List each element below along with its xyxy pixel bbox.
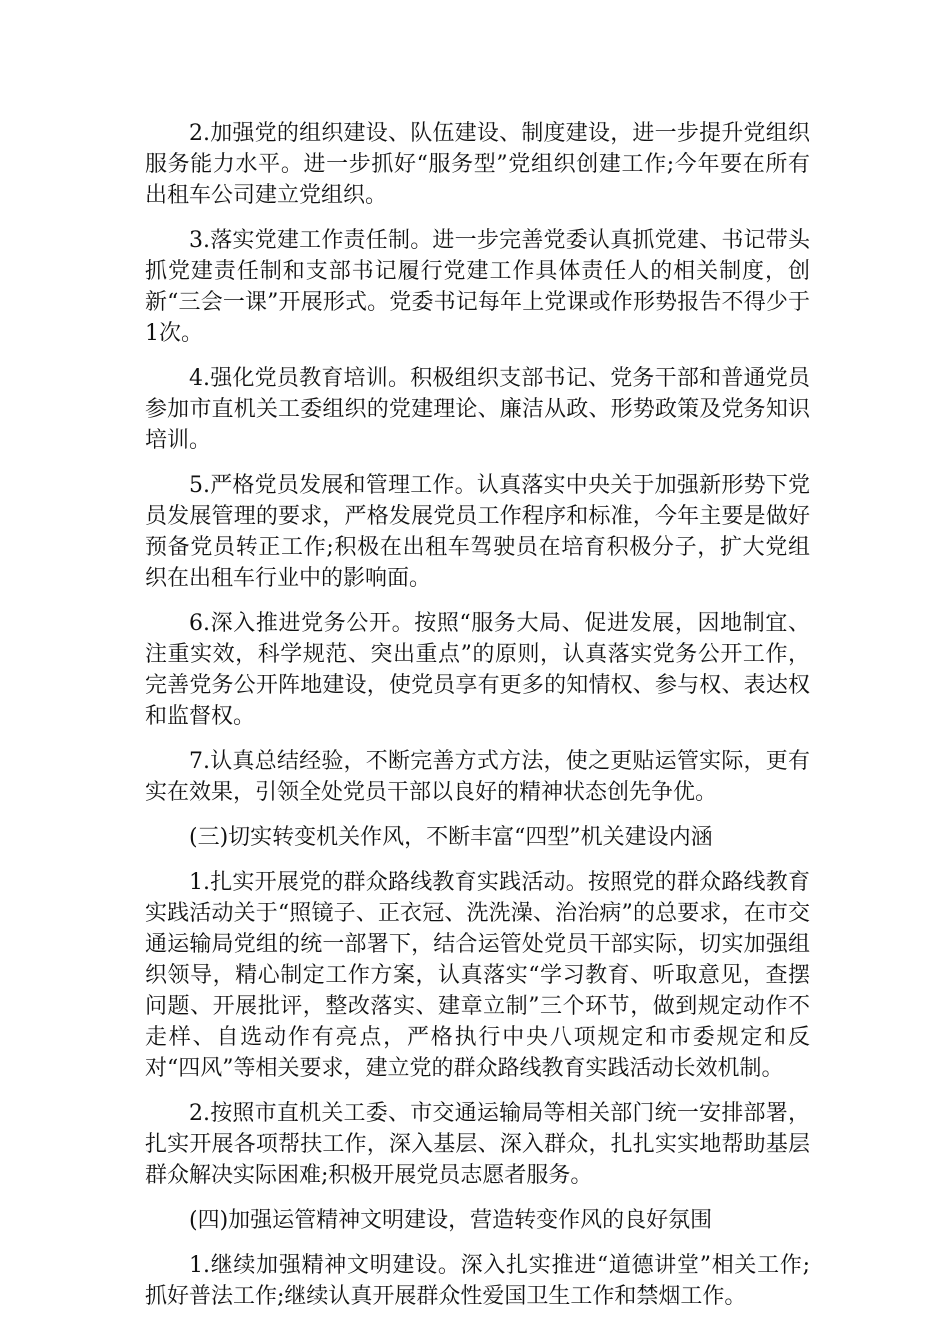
- paragraph-member-development: 5.严格党员发展和管理工作。认真落实中央关于加强新形势下党员发展管理的要求，严格发展党员工作程序和标准，今年主要是做好预备党员转正工作;积极在出租车驾驶员在培育积极分子，扩大党组织在出租车行业中的影响面。: [145, 473, 810, 591]
- document-page: [145, 118, 810, 1326]
- paragraph-summarize-experience: 7.认真总结经验，不断完善方式方法，使之更贴运管实际，更有实在效果，引领全处党员干部以良好的精神状态创先争优。: [145, 749, 810, 805]
- paragraph-assistance-work: 2.按照市直机关工委、市交通运输局等相关部门统一安排部署，扎实开展各项帮扶工作，深入基层、深入群众，扎扎实实地帮助基层群众解决实际困难;积极开展党员志愿者服务。: [145, 1101, 810, 1188]
- paragraph-member-training: 4.强化党员教育培训。积极组织支部书记、党务干部和普通党员参加市直机关工委组织的党建理论、廉洁从政、形势政策及党务知识培训。: [145, 366, 810, 453]
- paragraph-spiritual-civilization: 1.继续加强精神文明建设。深入扎实推进“道德讲堂”相关工作;抓好普法工作;继续认真开展群众性爱国卫生工作和禁烟工作。: [145, 1253, 810, 1309]
- paragraph-responsibility-system: 3.落实党建工作责任制。进一步完善党委认真抓党建、书记带头抓党建责任制和支部书记履行党建工作具体责任人的相关制度，创新“三会一课”开展形式。党委书记每年上党课或作形势报告不得少于1次。: [145, 228, 810, 346]
- paragraph-affairs-disclosure: 6.深入推进党务公开。按照“服务大局、促进发展，因地制宜、注重实效，科学规范、突出重点”的原则，认真落实党务公开工作，完善党务公开阵地建设，使党员享有更多的知情权、参与权、表达权和监督权。: [145, 611, 810, 729]
- section-heading-3: (三)切实转变机关作风，不断丰富“四型”机关建设内涵: [189, 825, 713, 850]
- section-heading-4: (四)加强运管精神文明建设，营造转变作风的良好氛围: [189, 1208, 713, 1233]
- paragraph-party-organization-building: 2.加强党的组织建设、队伍建设、制度建设，进一步提升党组织服务能力水平。进一步抓好“服务型”党组织创建工作;今年要在所有出租车公司建立党组织。: [145, 121, 810, 208]
- paragraph-mass-line-education: 1.扎实开展党的群众路线教育实践活动。按照党的群众路线教育实践活动关于“照镜子、正衣冠、洗洗澡、治治病”的总要求，在市交通运输局党组的统一部署下，结合运管处党员干部实际，切实加强组织领导，精心制定工作方案，认真落实“学习教育、听取意见，查摆问题、开展批评，整改落实、建章立制”三个环节，做到规定动作不走样、自选动作有亮点，严格执行中央八项规定和市委规定和反对“四风”等相关要求，建立党的群众路线教育实践活动长效机制。: [145, 870, 810, 1081]
